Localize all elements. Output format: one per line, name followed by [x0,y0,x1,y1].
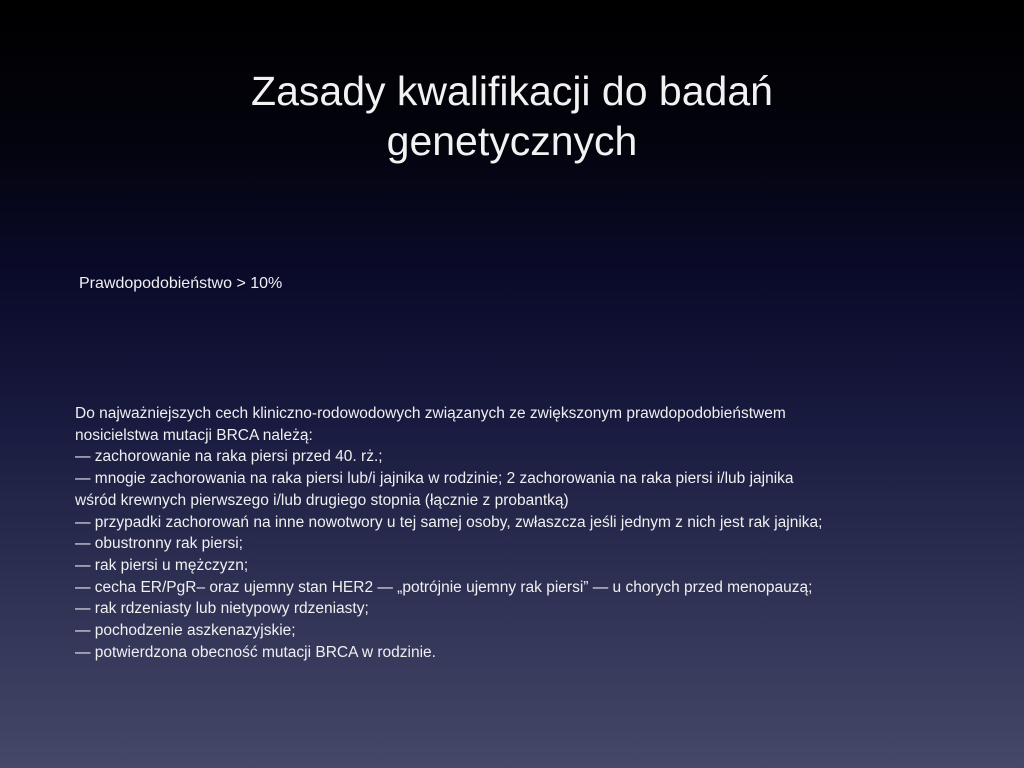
body-line: — mnogie zachorowania na raka piersi lub/i jajnika w rodzinie; 2 zachorowania na raka piersi i/lub jajnika [75,470,794,488]
body-line: nosicielstwa mutacji BRCA należą: [75,426,313,444]
body-line: — cecha ER/PgR– oraz ujemny stan HER2 — „potrójnie ujemny rak piersi” — u chorych przed menopauzą; [75,578,813,596]
body-line: — potwierdzona obecność mutacji BRCA w rodzinie. [75,643,436,661]
slide-subtitle: Prawdopodobieństwo > 10% [79,275,283,292]
body-line: — obustronny rak piersi; [75,535,243,553]
body-line: — przypadki zachorowań na inne nowotwory u tej samej osoby, zwłaszcza jeśli jednym z nich jest rak jajnika; [75,513,823,531]
body-line: — pochodzenie aszkenazyjskie; [75,622,296,640]
body-line: wśród krewnych pierwszego i/lub drugiego stopnia (łącznie z probantką) [75,491,569,509]
slide-title-line-2: genetycznych [386,118,638,164]
slide-title [112,66,912,166]
body-line: — rak rdzeniasty lub nietypowy rdzeniasty; [75,600,369,618]
slide-title-line-1: Zasady kwalifikacji do badań [251,68,773,114]
slide-body [75,403,975,663]
body-line: Do najważniejszych cech kliniczno-rodowodowych związanych ze zwiększonym prawdopodobieństwem [75,405,786,422]
body-line: — zachorowanie na raka piersi przed 40. rż.; [75,448,383,466]
body-line: — rak piersi u mężczyzn; [75,556,249,574]
